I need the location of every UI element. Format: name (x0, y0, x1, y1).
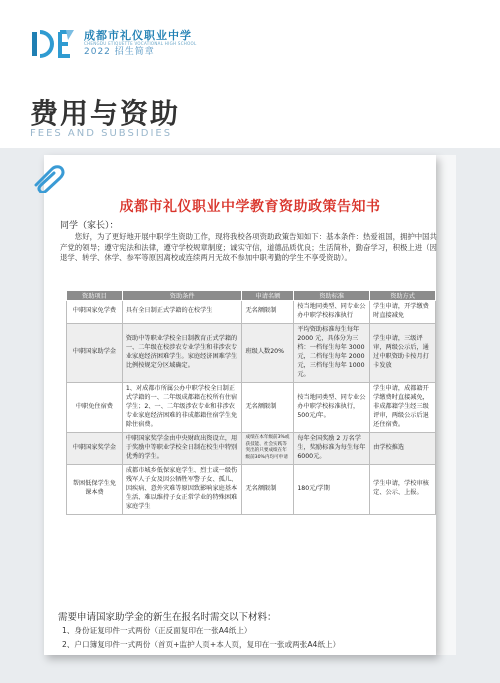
school-header (30, 22, 197, 66)
paperclip-icon (30, 163, 68, 193)
aid-method: 学生申请，成都籍开学缴费时直接减免，非成都籍学生经三级评审，两级公示后退还住宿费。 (370, 382, 436, 432)
aid-quota: 班级人数20% (242, 323, 294, 382)
aid-quota: 无名额限制 (242, 464, 294, 514)
table-row (67, 382, 436, 432)
column-header: 资助项目 (67, 291, 123, 301)
aid-quota: 无名额限制 (242, 301, 294, 324)
paper-fold (436, 155, 456, 655)
column-header: 资助条件 (122, 291, 242, 301)
intro-paragraph: 您好，为了更好地开展中职学生资助工作，现将我校各项资助政策告知如下：基本条件：热爱祖国，拥护中国共产党的领导；遵守宪法和法律，遵守学校规章制度；诚实守信，道德品质优良；生活简朴，勤奋学习，积极上进（因退学、转学、休学、参军等原因离校或连续两月无故不参加中职考勤的学生不享受资助）。 (60, 232, 437, 263)
table-header-row (67, 291, 436, 301)
school-logo-icon (30, 26, 76, 62)
aid-name: 中职国家奖学金 (67, 432, 123, 464)
school-name-en: CHENGDU ETIQUETTE VOCATIONAL HIGH SCHOOL (84, 40, 197, 46)
aid-method: 学生申请，开学缴费时直接减免 (370, 301, 436, 324)
aid-condition: 中职国家奖学金由中央财政出资设立，用于奖励中等职业学校全日制在校生中特别优秀的学生。 (122, 432, 242, 464)
aid-standard: 按当地同类型、同专业公办中职学校标准执行 (294, 301, 370, 324)
aid-quota: 无名额限制 (242, 382, 294, 432)
materials-title: 需要申请国家助学金的新生在报名时需交以下材料： (58, 612, 277, 623)
aid-method: 由学校推选 (370, 432, 436, 464)
table-row (67, 301, 436, 324)
aid-standard: 180元/学期 (294, 464, 370, 514)
aid-condition: 资助中等职业学校全日制教育正式学籍的一、二年级在校涉农专业学生和非涉农专业家庭经济困难学生。家庭经济困难学生比例按规定分区域确定。 (122, 323, 242, 382)
aid-name: 帮困低保学生免课本费 (67, 464, 123, 514)
column-header: 资助方式 (370, 291, 436, 301)
aid-standard: 按当地同类型、同专业公办中职学校标准执行，500元/年。 (294, 382, 370, 432)
aid-condition: 成都市城乡低保家庭学生、烈士或一级伤残军人子女及因公牺牲军警子女、孤儿、因疾病、意外灾难等原因致影响家庭基本生活、难以维持子女正常学业的特殊困难家庭学生 (122, 464, 242, 514)
aid-method: 学生申请，三级评审，两级公示后，通过中职资助卡按月打卡发放 (370, 323, 436, 382)
table-row (67, 323, 436, 382)
school-name: 成都市礼仪职业中学 (84, 28, 192, 42)
aid-condition: 具有全日制正式学籍的在校学生 (122, 301, 242, 324)
materials-item: 2、户口簿复印件一式两份（首页+监护人页+本人页，复印在一张或两张A4纸上） (62, 640, 341, 649)
section-title: 费用与资助 (30, 97, 181, 130)
salutation: 同学（家长）： (60, 221, 119, 231)
aid-standard: 每年全国奖励 2 万名学生，奖励标准为每生每年6000元。 (294, 432, 370, 464)
aid-name: 中职国家助学金 (67, 323, 123, 382)
aid-table (66, 290, 436, 515)
materials-item: 1、身份证复印件一式两份（正反面复印在一张A4纸上） (62, 626, 252, 635)
aid-standard: 平均资助标准每生每年 2000 元，具体分为三档：一档每生每年 3000 元，二档每生每年 2000 元，三档每生每年 1000 元。 (294, 323, 370, 382)
aid-condition: 1、对成都市所属公办中职学校全日制正式学籍的一、二年级成都籍在校所有住宿学生；2、一、二年级涉农专业和非涉农专业家庭经济困难的非成都籍住宿学生免除住宿费。 (122, 382, 242, 432)
aid-method: 学生申请，学校审核定、公示、上报。 (370, 464, 436, 514)
brochure-label: 2022 招生简章 (84, 47, 155, 58)
column-header: 资助标准 (294, 291, 370, 301)
aid-quota: 成绩在本年级前3%或获技能、社会实践等突出的只要成绩在年级前30%内均可申请 (242, 432, 294, 464)
column-header: 申请名额 (242, 291, 294, 301)
section-title-en: FEES AND SUBSIDIES (30, 128, 173, 139)
aid-name: 中职国家免学费 (67, 301, 123, 324)
aid-name: 中职免住宿费 (67, 382, 123, 432)
notice-title: 成都市礼仪职业中学教育资助政策告知书 (119, 199, 381, 215)
table-row (67, 464, 436, 514)
table-row (67, 432, 436, 464)
